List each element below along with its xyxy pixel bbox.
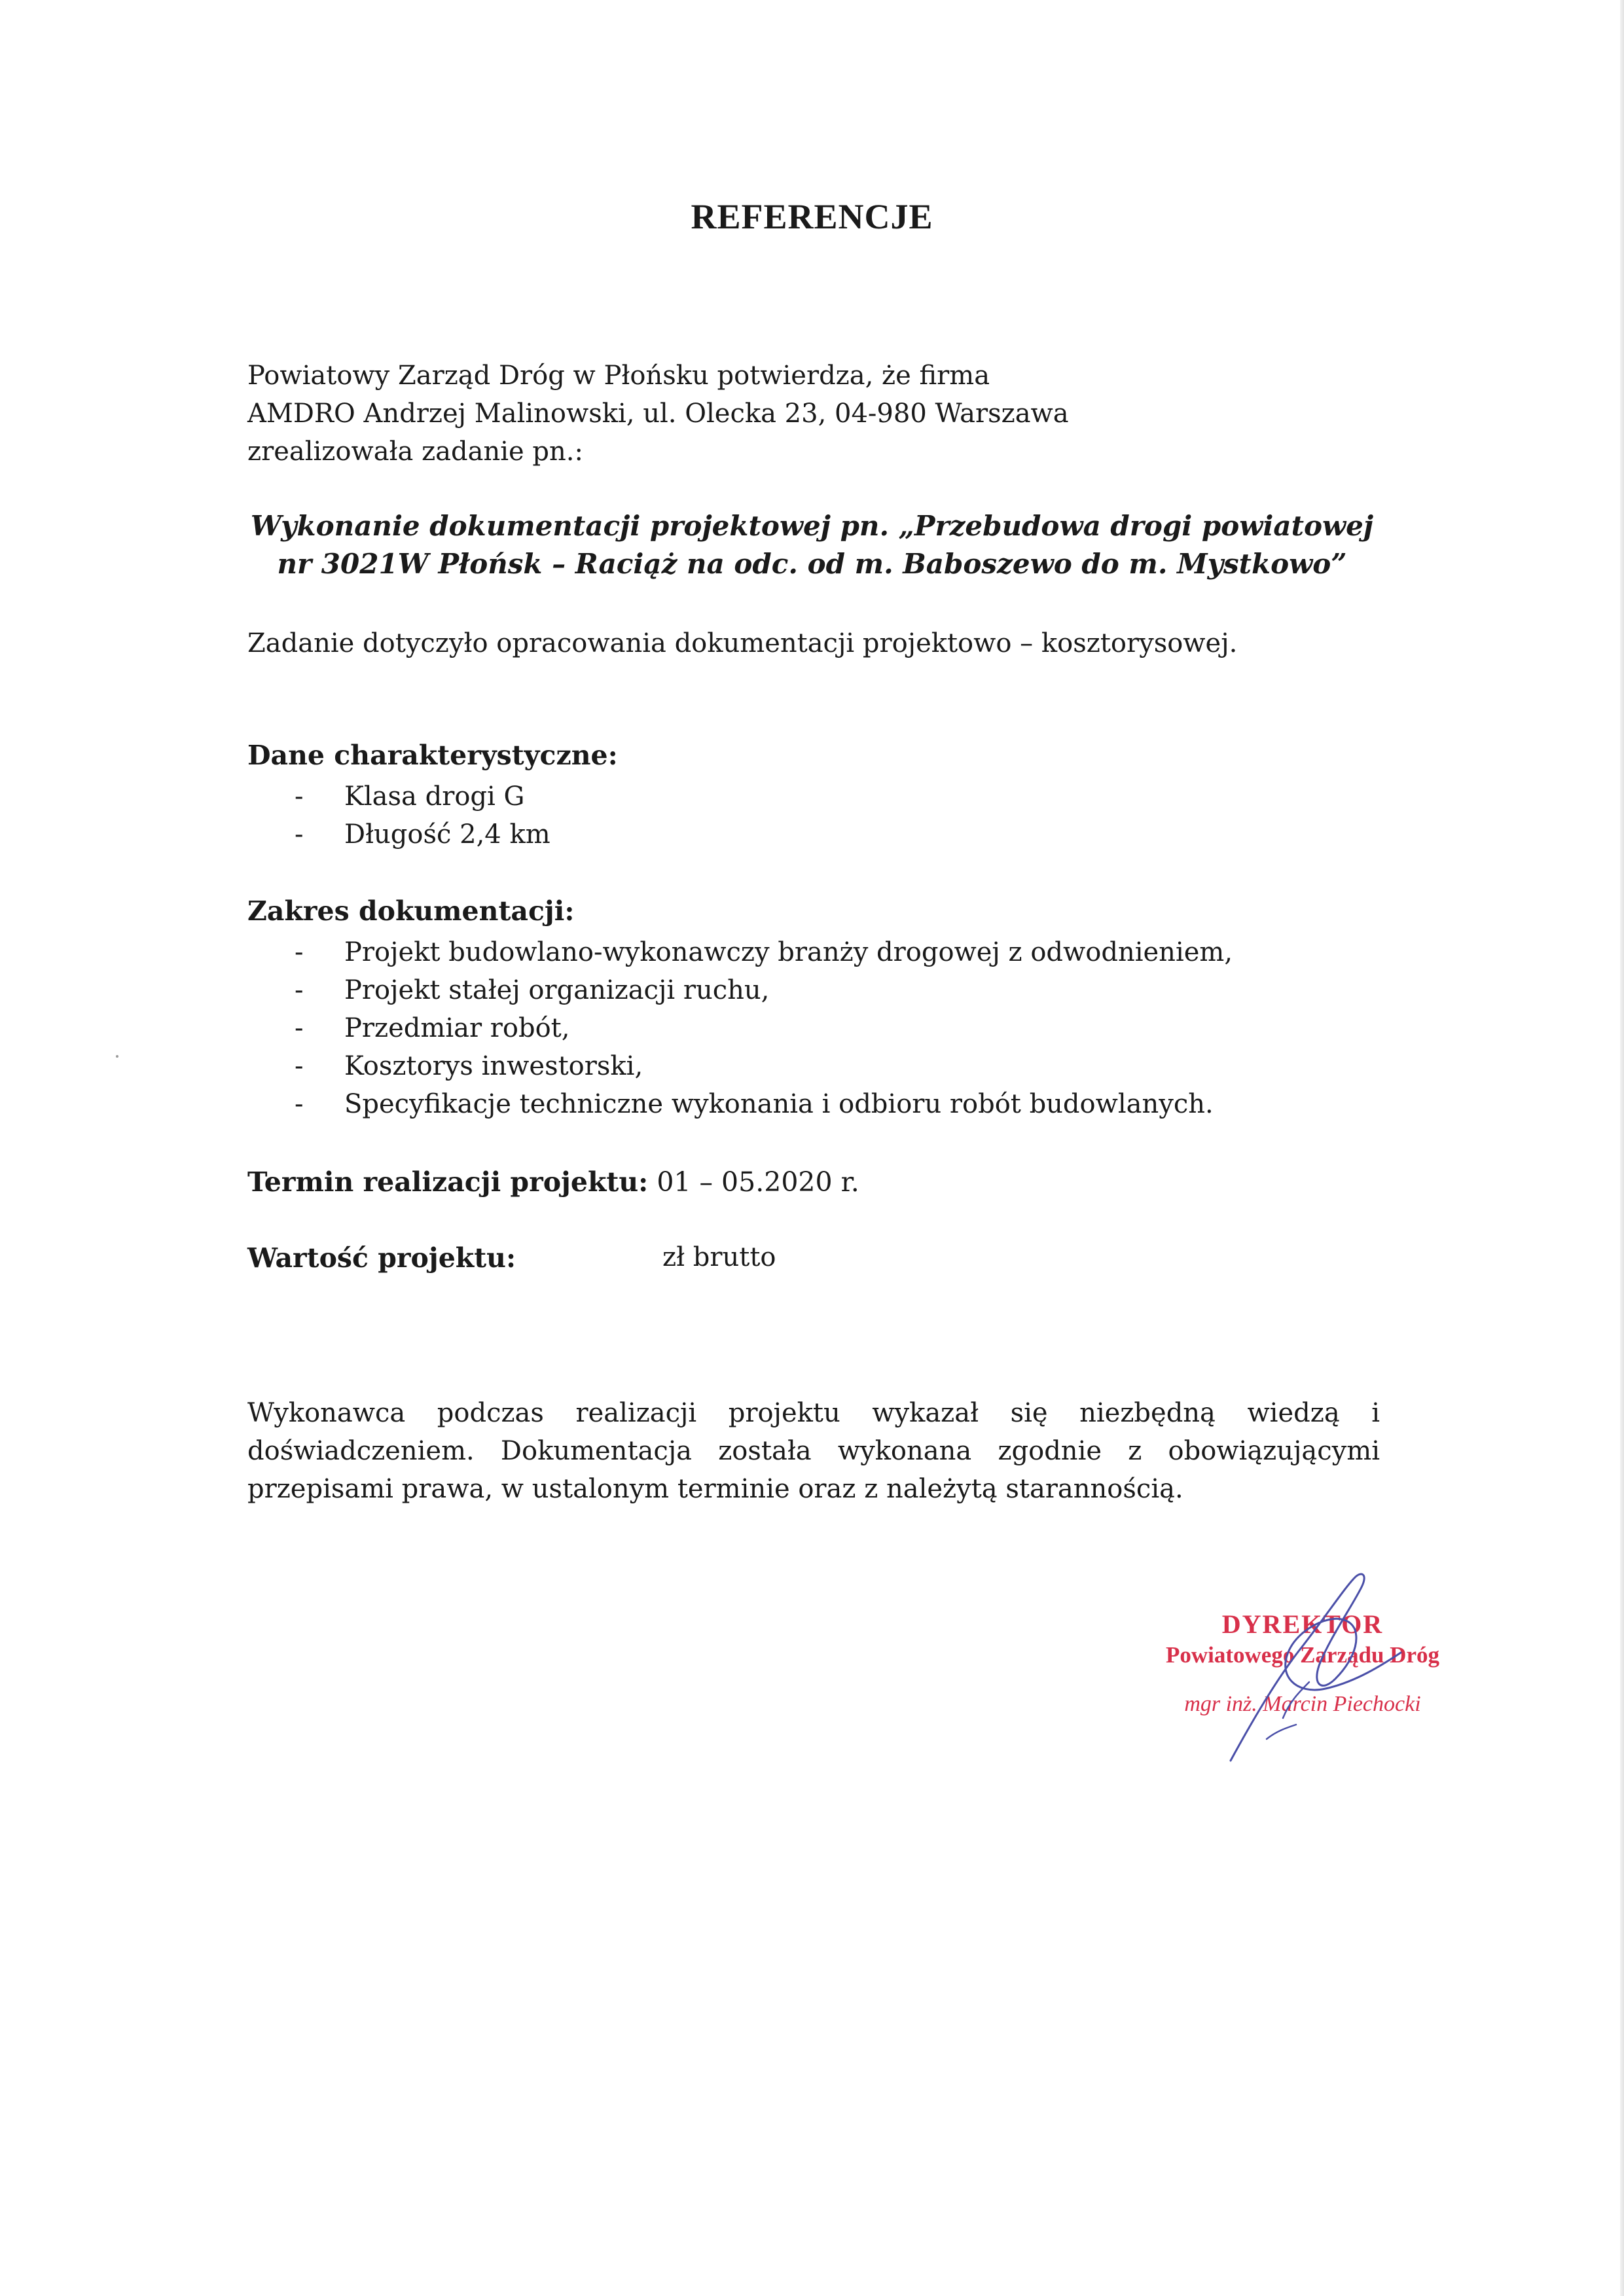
scan-speck: [116, 1055, 118, 1058]
list-item: - Kosztorys inwestorski,: [247, 1047, 1233, 1085]
list-item: - Przedmiar robót,: [247, 1009, 1233, 1047]
project-term: [247, 1166, 859, 1198]
document-title: REFERENCJE: [691, 197, 933, 236]
intro-line: zrealizowała zadanie pn.:: [247, 437, 583, 467]
list-item: - Projekt budowlano-wykonawczy branży drogowej z odwodnieniem,: [247, 933, 1233, 971]
page-edge-shadow: [1620, 0, 1624, 2296]
list-item: - Klasa drogi G: [247, 778, 550, 816]
task-title-line: nr 3021W Płońsk – Raciąż na odc. od m. Baboszewo do m. Mystkowo”: [277, 548, 1347, 580]
scope-list: [247, 933, 1233, 1123]
handwritten-signature: [1204, 1568, 1440, 1764]
characteristics-heading: Dane charakterystyczne:: [247, 740, 618, 771]
intro-line: Powiatowy Zarząd Dróg w Płońsku potwierdza, że firma: [247, 361, 990, 391]
project-value-text: zł brutto: [662, 1242, 776, 1272]
scope-heading: Zakres dokumentacji:: [247, 895, 575, 927]
project-value-label: Wartość projektu:: [247, 1242, 516, 1274]
intro-line: AMDRO Andrzej Malinowski, ul. Olecka 23, 04-980 Warszawa: [247, 399, 1069, 429]
stamp-office: Powiatowego Zarządu Dróg: [1165, 1642, 1439, 1668]
characteristics-list: [247, 778, 550, 853]
task-description: Zadanie dotyczyło opracowania dokumentacji projektowo – kosztorysowej.: [247, 628, 1238, 658]
project-term-label: Termin realizacji projektu:: [247, 1166, 649, 1198]
project-term-value: 01 – 05.2020 r.: [657, 1166, 859, 1198]
task-title: [0, 507, 1624, 583]
list-item: - Specyfikacje techniczne wykonania i odbioru robót budowlanych.: [247, 1085, 1233, 1123]
stamp-name: mgr inż. Marcin Piechocki: [1184, 1692, 1421, 1716]
task-title-line: Wykonanie dokumentacji projektowej pn. „Przebudowa drogi powiatowej: [250, 510, 1374, 542]
stamp-title: DYREKTOR: [1221, 1609, 1384, 1639]
intro-paragraph: [247, 357, 1069, 471]
list-item: - Długość 2,4 km: [247, 816, 550, 853]
closing-paragraph: Wykonawca podczas realizacji projektu wykazał się niezbędną wiedzą i doświadczeniem. Dokumentacja została wykonana zgodnie z obowiązującymi przepisami prawa, w ustalonym terminie oraz z należytą starannością.: [247, 1398, 1380, 1504]
list-item: - Projekt stałej organizacji ruchu,: [247, 971, 1233, 1009]
